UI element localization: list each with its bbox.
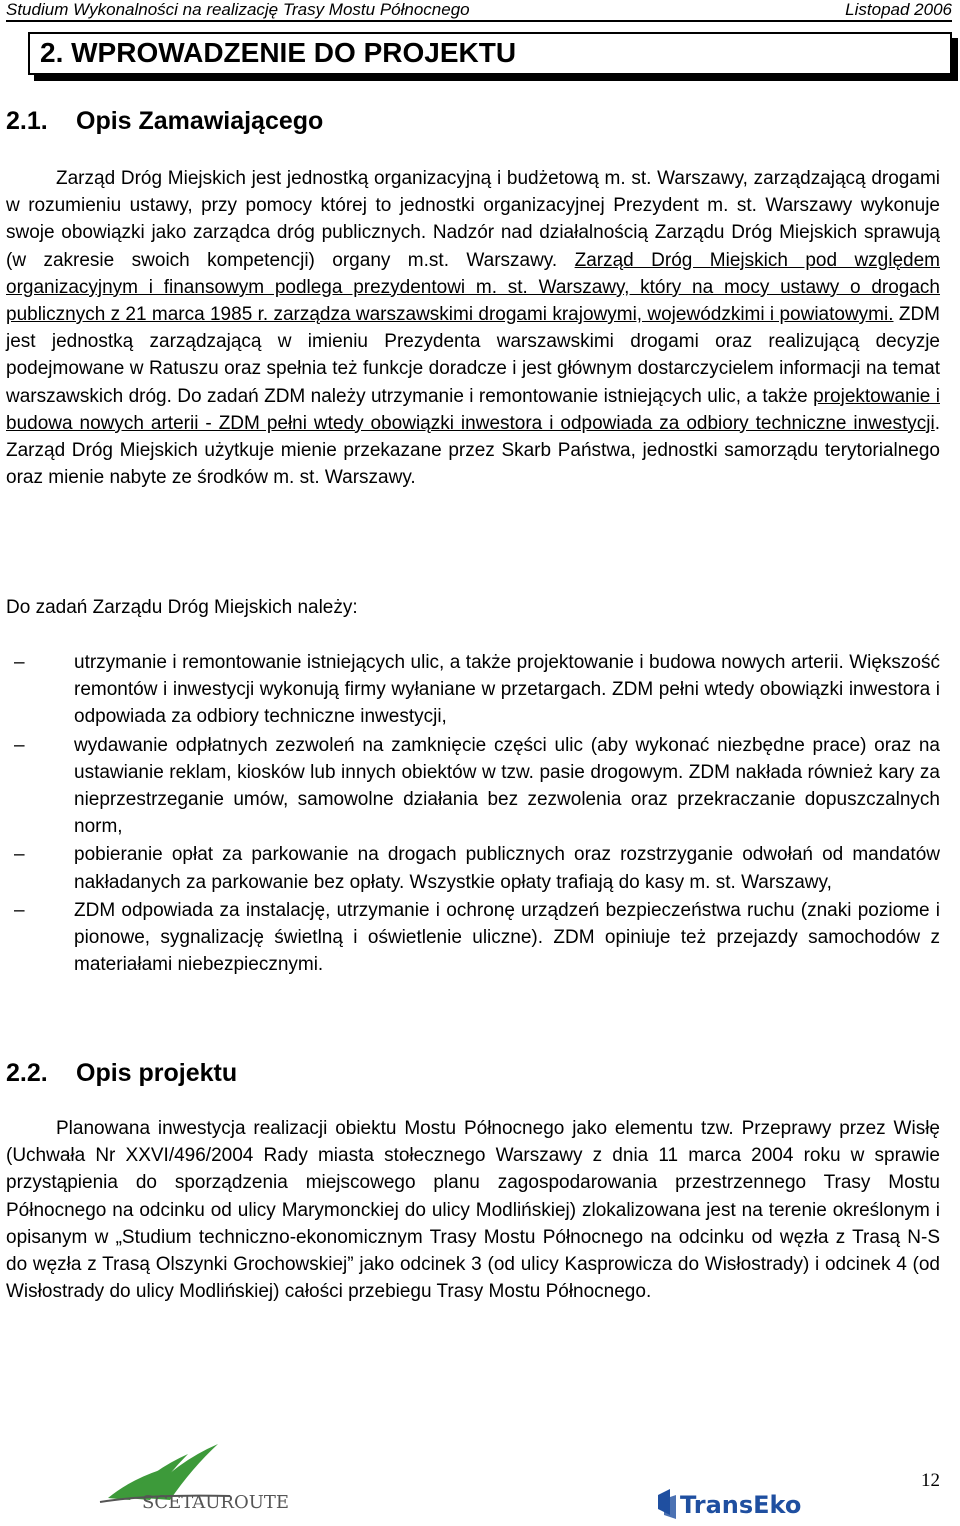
paragraph-project-description: Planowana inwestycja realizacji obiektu Mostu Północnego jako elementu tzw. Przeprawy przez Wisłę (Uchwała Nr XXVI/496/2004 Rady miasta stołecznego Warszawy z dnia 11 marca 2004 roku w sprawie przystąpienia do sporządzenia miejscowego planu zagospodarowania przestrzennego Trasy Mostu Północnego na odcinku od ulicy Marymonckiej do ulicy Modlińskiej) zlokalizowana jest na terenie określonym i opisanym w „Studium techniczno-ekonomicznym Trasy Mostu Północnego na odcinku od węzła z Trasą N-S do węzła z Trasą Olszynki Grochowskiej” jako odcinek 3 (od ulicy Kasprowicza do Wisłostrady) i odcinek 4 (od Wisłostrady do ulicy Modlińskiej) całości przebiegu Trasy Mostu Północnego.: [6, 1118, 940, 1303]
subsection-heading-2-2: [6, 1058, 237, 1088]
subsection-heading-2-1: [6, 106, 323, 136]
list-item-text: ZDM odpowiada za instalację, utrzymanie i ochronę urządzeń bezpieczeństwa ruchu (znaki poziome i pionowe, sygnalizację świetlną i oświetlenie uliczne). ZDM opiniuje też przejazdy samochodów z materiałami niebezpiecznymi.: [74, 899, 940, 976]
text-run: Zarząd Dróg Miejskich jest jednostką organizacyjną i budżetową m. st. Warszawy, zarządzającą drogami w rozumieniu ustawy, przy pomocy której to jednostki organizacyjnej Prezydent m. st. Warszawy wykonuje swoje obowiązki jako zarządca dróg publicznych. Nadzór nad działalnością Zarządu Dróg Miejskich sprawują (w zakresie swoich kompetencji) organy m.st. Warszawy.: [6, 168, 940, 271]
header-date: Listopad 2006: [845, 0, 952, 19]
logo-left-text: SCETAUROUTE: [142, 1492, 290, 1510]
running-header: [6, 0, 952, 22]
tasks-list: [6, 649, 940, 978]
page-number: 12: [921, 1470, 940, 1491]
list-item: [6, 732, 940, 841]
section-title-box: [28, 32, 952, 75]
text-run: . Zarząd Dróg Miejskich użytkuje mienie przekazane przez Skarb Państwa, jednostki samorządu terytorialnego oraz mienie nabyte ze środków m. st. Warszawy.: [6, 412, 940, 489]
dash-bullet: –: [14, 899, 25, 921]
subsection-title: Opis projektu: [76, 1059, 238, 1087]
list-item-text: pobieranie opłat za parkowanie na drogach publicznych oraz rozstrzyganie odwołań od mandatów nakładanych za parkowanie bez opłaty. Wszystkie opłaty trafiają do kasy m. st. Warszawy,: [74, 844, 940, 893]
dash-bullet: –: [14, 734, 25, 756]
list-item: [6, 897, 940, 979]
subsection-title: Opis Zamawiającego: [76, 107, 324, 135]
dash-bullet: –: [14, 844, 25, 866]
underlined-text-run: Zarząd Dróg Miejskich pod względem organizacyjnym i finansowym podlega prezydentowi m. st. Warszawy, który na mocy ustawy o drogach publicznych z 21 marca 1985 r. zarządza warszawskimi drogami krajowymi, wojewódzkimi i powiatowymi.: [6, 249, 940, 326]
transeko-logo: [656, 1485, 816, 1526]
paragraph-ordering-party: [6, 165, 940, 491]
underlined-text-run: projektowanie i budowa nowych arterii - ZDM pełni wtedy obowiązki inwestora i odpowiada za odbiory techniczne inwestycji: [6, 385, 940, 434]
dash-bullet: –: [14, 652, 25, 673]
list-item-text: utrzymanie i remontowanie istniejących ulic, a także projektowanie i budowa nowych arterii. Większość remontów i inwestycji wykonują firmy wyłaniane w przetargach. ZDM pełni wtedy obowiązki inwestora i odpowiada za odbiory techniczne inwestycji,: [74, 652, 940, 728]
section-title: 2. WPROWADZENIE DO PROJEKTU: [40, 37, 517, 68]
tasks-intro: Do zadań Zarządu Dróg Miejskich należy:: [6, 597, 358, 618]
subsection-number: 2.1.: [6, 107, 48, 135]
list-item: [6, 649, 940, 731]
header-title: Studium Wykonalności na realizację Trasy Mostu Północnego: [6, 0, 470, 19]
scetauroute-swoosh-icon: [90, 1440, 350, 1510]
text-run: ZDM jest jednostką zarządzającą w imieniu Prezydenta warszawskimi drogami oraz realizującą decyzje podejmowane w Ratuszu oraz spełnia też funkcje doradcze i jest głównym dostarczycielem informacji na temat warszawskich dróg. Do zadań ZDM należy utrzymanie i remontowanie istniejących ulic, a także: [6, 304, 940, 407]
transeko-mark-icon: [656, 1485, 816, 1521]
subsection-number: 2.2.: [6, 1059, 48, 1087]
logo-right-text: TransEko: [680, 1491, 802, 1519]
scetauroute-logo: [90, 1440, 350, 1515]
list-item-text: wydawanie odpłatnych zezwoleń na zamknięcie części ulic (aby wykonać niezbędne prace) oraz na ustawianie reklam, kiosków lub innych obiektów w tzw. pasie drogowym. ZDM nakłada również kary za nieprzestrzeganie umów, samowolne działania bez zezwolenia oraz przekraczanie dopuszczalnych norm,: [74, 734, 940, 838]
list-item: [6, 841, 940, 895]
